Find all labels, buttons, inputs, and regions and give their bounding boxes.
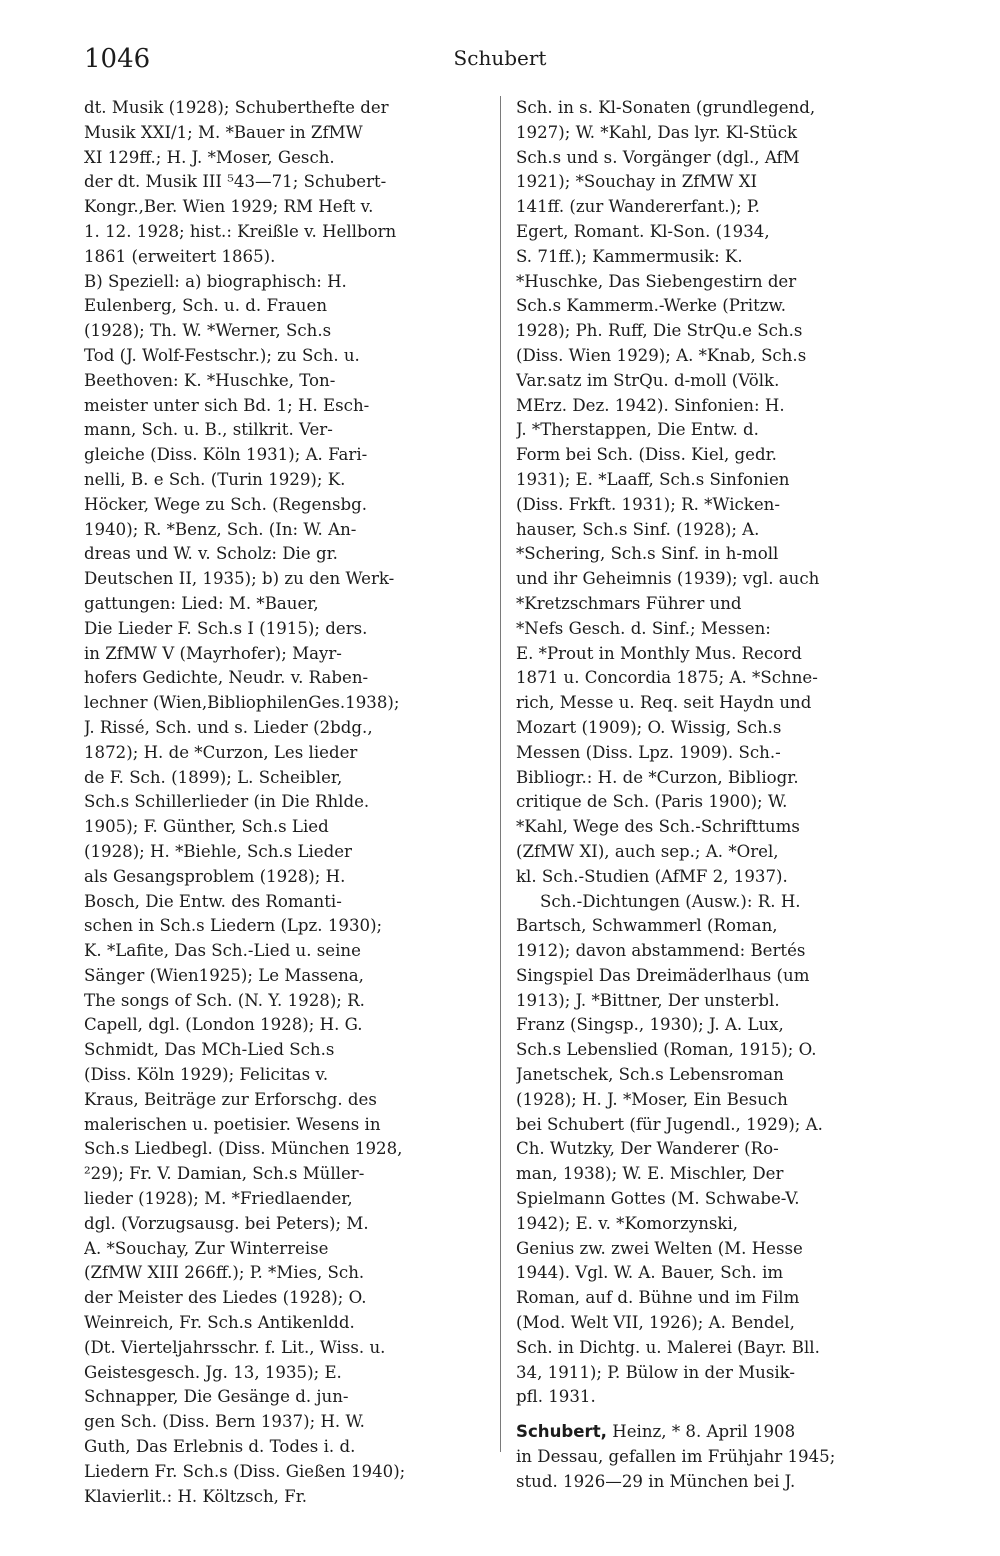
text-line: Sch.s Liedbegl. (Diss. München 1928,: [84, 1139, 403, 1159]
text-line: J. Rissé, Sch. und s. Lieder (2bdg.,: [84, 717, 373, 737]
text-line: 1912); davon abstammend: Bertés: [516, 941, 806, 961]
text-line: Kongr.,Ber. Wien 1929; RM Heft v.: [84, 197, 374, 217]
right-column: [516, 96, 926, 1495]
text-line: stud. 1926—29 in München bei J.: [516, 1471, 796, 1491]
text-line: ²29); Fr. V. Damian, Sch.s Müller-: [84, 1164, 365, 1184]
text-line: Klavierlit.: H. Költzsch, Fr.: [84, 1486, 308, 1506]
text-line: XI 129ff.; H. J. *Moser, Gesch.: [84, 147, 335, 167]
text-line: (ZfMW XIII 266ff.); P. *Mies, Sch.: [84, 1263, 365, 1283]
text-line: MErz. Dez. 1942). Sinfonien: H.: [516, 395, 785, 415]
text-line: Sch. in Dichtg. u. Malerei (Bayr. Bll.: [516, 1337, 820, 1357]
text-line: Sch.s und s. Vorgänger (dgl., AfM: [516, 147, 800, 167]
text-line: K. *Lafite, Das Sch.-Lied u. seine: [84, 941, 361, 961]
text-line: pfl. 1931.: [516, 1387, 596, 1407]
text-line: Bartsch, Schwammerl (Roman,: [516, 916, 778, 936]
text-line: lieder (1928); M. *Friedlaender,: [84, 1189, 353, 1209]
text-line: gleiche (Diss. Köln 1931); A. Fari-: [84, 445, 368, 465]
text-line: Sänger (Wien1925); Le Massena,: [84, 965, 364, 985]
text-line: nelli, B. e Sch. (Turin 1929); K.: [84, 469, 346, 489]
text-line: Capell, dgl. (London 1928); H. G.: [84, 1015, 363, 1035]
text-line: *Schering, Sch.s Sinf. in h-moll: [516, 544, 779, 564]
text-line: Bibliogr.: H. de *Curzon, Bibliogr.: [516, 767, 799, 787]
column-divider: [500, 96, 501, 1452]
text-line: gen Sch. (Diss. Bern 1937); H. W.: [84, 1412, 365, 1432]
text-line: 1872); H. de *Curzon, Les lieder: [84, 742, 358, 762]
text-line: malerischen u. poetisier. Wesens in: [84, 1114, 381, 1134]
text-line: Musik XXI/1; M. *Bauer in ZfMW: [84, 122, 363, 142]
text-line: mann, Sch. u. B., stilkrit. Ver-: [84, 420, 333, 440]
entry-gap: [516, 1410, 926, 1420]
text-line: man, 1938); W. E. Mischler, Der: [516, 1164, 784, 1184]
text-line: 1871 u. Concordia 1875; A. *Schne-: [516, 668, 818, 688]
text-line: 1940); R. *Benz, Sch. (In: W. An-: [84, 519, 357, 539]
text-line: 1861 (erweitert 1865).: [84, 246, 276, 266]
text-line: Sch. in s. Kl-Sonaten (grundlegend,: [516, 98, 816, 117]
text-line: Sch.s Schillerlieder (in Die Rhlde.: [84, 792, 370, 812]
page-number: 1046: [84, 44, 151, 74]
text-line: als Gesangsproblem (1928); H.: [84, 866, 346, 886]
text-line: 1942); E. v. *Komorzynski,: [516, 1213, 739, 1233]
text-line: lechner (Wien,BibliophilenGes.1938);: [84, 693, 400, 713]
text-line: in Dessau, gefallen im Frühjahr 1945;: [516, 1447, 836, 1467]
text-line: (Dt. Vierteljahrsschr. f. Lit., Wiss. u.: [84, 1337, 386, 1357]
text-line: schen in Sch.s Liedern (Lpz. 1930);: [84, 916, 383, 936]
text-line: bei Schubert (für Jugendl., 1929); A.: [516, 1114, 823, 1134]
text-line: in ZfMW V (Mayrhofer); Mayr-: [84, 643, 342, 663]
text-line: 1931); E. *Laaff, Sch.s Sinfonien: [516, 469, 790, 489]
text-line: critique de Sch. (Paris 1900); W.: [516, 792, 788, 812]
text-line: Sch.s Lebenslied (Roman, 1915); O.: [516, 1040, 817, 1060]
text-line: Die Lieder F. Sch.s I (1915); ders.: [84, 618, 368, 638]
text-line: Geistesgesch. Jg. 13, 1935); E.: [84, 1362, 342, 1382]
text-line: (Diss. Köln 1929); Felicitas v.: [84, 1065, 329, 1085]
text-line: (ZfMW XI), auch sep.; A. *Orel,: [516, 841, 779, 861]
text-line: Messen (Diss. Lpz. 1909). Sch.-: [516, 742, 781, 762]
text-line: *Huschke, Das Siebengestirn der: [516, 271, 797, 291]
text-line: Schnapper, Die Gesänge d. jun-: [84, 1387, 349, 1407]
text-line: Janetschek, Sch.s Lebensroman: [516, 1065, 784, 1085]
text-line: (1928); H. *Biehle, Sch.s Lieder: [84, 841, 352, 861]
text-line: 141ff. (zur Wandererfant.); P.: [516, 197, 760, 217]
text-line: Guth, Das Erlebnis d. Todes i. d.: [84, 1437, 356, 1457]
text-line: Liedern Fr. Sch.s (Diss. Gießen 1940);: [84, 1461, 406, 1481]
text-line: 1927); W. *Kahl, Das lyr. Kl-Stück: [516, 122, 798, 142]
running-head: Schubert: [453, 46, 547, 70]
text-line: Genius zw. zwei Welten (M. Hesse: [516, 1238, 803, 1258]
text-line: dgl. (Vorzugsausg. bei Peters); M.: [84, 1213, 369, 1233]
text-line: 1. 12. 1928; hist.: Kreißle v. Hellborn: [84, 221, 397, 241]
text-line: *Kahl, Wege des Sch.-Schrifttums: [516, 817, 800, 837]
text-line: Spielmann Gottes (M. Schwabe-V.: [516, 1189, 800, 1209]
text-line: de F. Sch. (1899); L. Scheibler,: [84, 767, 343, 787]
text-line: Sch.s Kammerm.-Werke (Pritzw.: [516, 296, 787, 316]
text-line: Schmidt, Das MCh-Lied Sch.s: [84, 1040, 335, 1060]
text-line: (1928); Th. W. *Werner, Sch.s: [84, 321, 332, 341]
text-line: Form bei Sch. (Diss. Kiel, gedr.: [516, 445, 777, 465]
text-line: Singspiel Das Dreimäderlhaus (um: [516, 965, 810, 985]
text-line: (1928); H. J. *Moser, Ein Besuch: [516, 1089, 788, 1109]
text-line: rich, Messe u. Req. seit Haydn und: [516, 693, 812, 713]
text-line: kl. Sch.-Studien (AfMF 2, 1937).: [516, 866, 788, 886]
text-line: *Kretzschmars Führer und: [516, 593, 742, 613]
text-line: hofers Gedichte, Neudr. v. Raben-: [84, 668, 369, 688]
text-line: Tod (J. Wolf-Festschr.); zu Sch. u.: [84, 345, 360, 365]
text-line: Sch.-Dichtungen (Ausw.): R. H.: [540, 891, 801, 911]
text-line: Var.satz im StrQu. d-moll (Völk.: [516, 370, 780, 390]
entry-text: Heinz, * 8. April 1908: [612, 1422, 796, 1442]
text-line: und ihr Geheimnis (1939); vgl. auch: [516, 569, 820, 589]
entry-headword: Schubert,: [516, 1422, 607, 1442]
text-line: 1944). Vgl. W. A. Bauer, Sch. im: [516, 1263, 784, 1283]
left-column: [84, 96, 494, 1509]
text-line: E. *Prout in Monthly Mus. Record: [516, 643, 802, 663]
text-line: J. *Therstappen, Die Entw. d.: [516, 420, 759, 440]
text-line: gattungen: Lied: M. *Bauer,: [84, 593, 319, 613]
text-line: Eulenberg, Sch. u. d. Frauen: [84, 296, 327, 316]
text-line: *Nefs Gesch. d. Sinf.; Messen:: [516, 618, 771, 638]
text-line: Mozart (1909); O. Wissig, Sch.s: [516, 717, 782, 737]
text-line: B) Speziell: a) biographisch: H.: [84, 271, 347, 291]
text-line: 1905); F. Günther, Sch.s Lied: [84, 817, 329, 837]
text-line: der dt. Musik III ⁵43—71; Schubert-: [84, 172, 387, 192]
text-line: (Diss. Wien 1929); A. *Knab, Sch.s: [516, 345, 807, 365]
text-line: The songs of Sch. (N. Y. 1928); R.: [84, 990, 365, 1010]
text-line: Roman, auf d. Bühne und im Film: [516, 1288, 800, 1308]
text-line: dreas und W. v. Scholz: Die gr.: [84, 544, 338, 564]
text-line: 1913); J. *Bittner, Der unsterbl.: [516, 990, 780, 1010]
text-line: 1928); Ph. Ruff, Die StrQu.e Sch.s: [516, 321, 803, 341]
text-line: Kraus, Beiträge zur Erforschg. des: [84, 1089, 377, 1109]
text-line: (Diss. Frkft. 1931); R. *Wicken-: [516, 494, 780, 514]
text-line: Beethoven: K. *Huschke, Ton-: [84, 370, 336, 390]
text-line: Bosch, Die Entw. des Romanti-: [84, 891, 342, 911]
text-line: 34, 1911); P. Bülow in der Musik-: [516, 1362, 796, 1382]
text-line: der Meister des Liedes (1928); O.: [84, 1288, 367, 1308]
text-line: meister unter sich Bd. 1; H. Esch-: [84, 395, 370, 415]
text-line: S. 71ff.); Kammermusik: K.: [516, 246, 743, 266]
text-line: Deutschen II, 1935); b) zu den Werk-: [84, 569, 395, 589]
text-line: A. *Souchay, Zur Winterreise: [84, 1238, 329, 1258]
new-entry-first-line: [516, 1420, 926, 1445]
text-line: Franz (Singsp., 1930); J. A. Lux,: [516, 1015, 784, 1035]
text-line: Ch. Wutzky, Der Wanderer (Ro-: [516, 1139, 779, 1159]
text-line: Weinreich, Fr. Sch.s Antikenldd.: [84, 1313, 355, 1333]
text-line: Egert, Romant. Kl-Son. (1934,: [516, 221, 770, 241]
text-line: 1921); *Souchay in ZfMW XI: [516, 172, 758, 192]
text-line: Höcker, Wege zu Sch. (Regensbg.: [84, 494, 368, 514]
text-line: hauser, Sch.s Sinf. (1928); A.: [516, 519, 760, 539]
text-line: dt. Musik (1928); Schuberthefte der: [84, 98, 389, 117]
text-line: (Mod. Welt VII, 1926); A. Bendel,: [516, 1313, 795, 1333]
